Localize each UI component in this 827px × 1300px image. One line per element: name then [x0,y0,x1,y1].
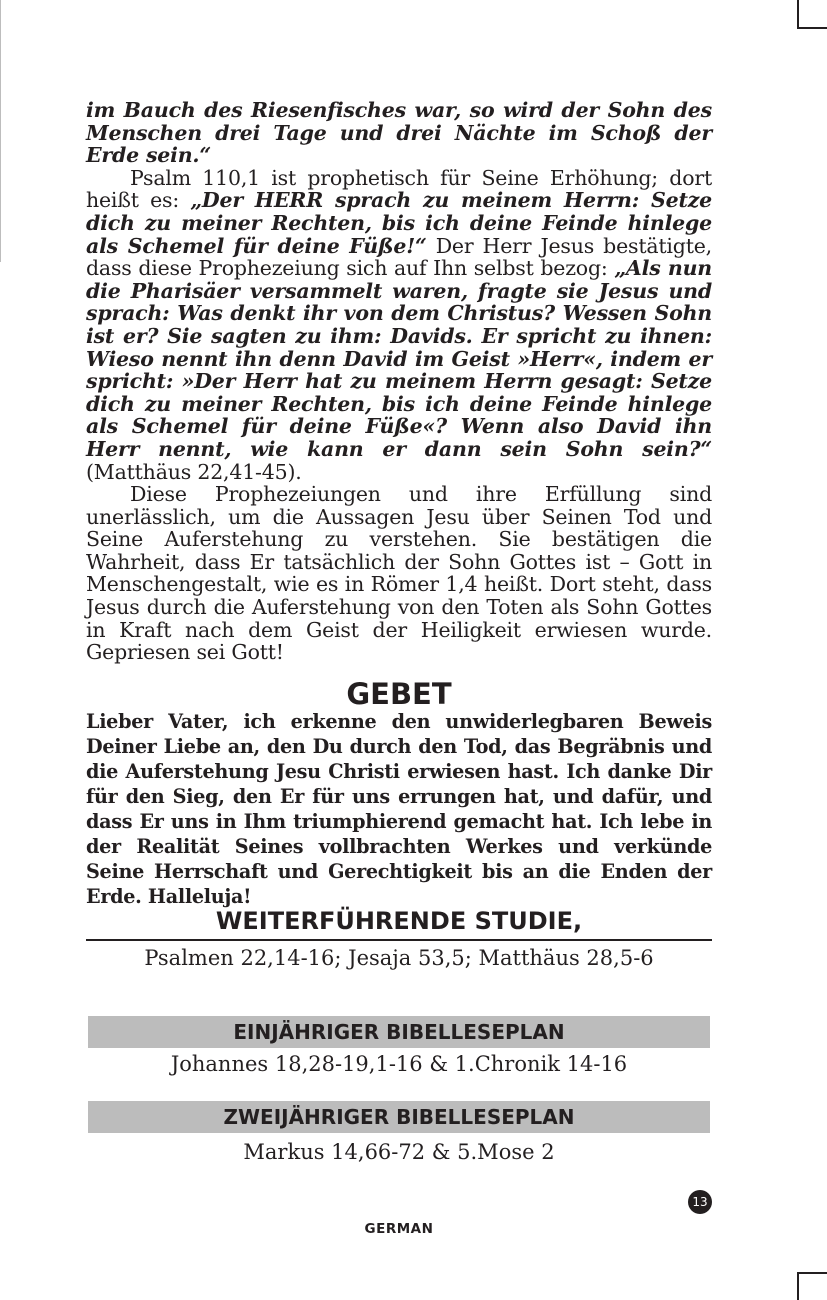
crop-mark-top-vertical [797,0,799,29]
one-year-plan-banner: EINJÄHRIGER BIBELLESEPLAN [88,1016,710,1048]
two-year-plan-references: Markus 14,66-72 & 5.Mose 2 [243,1140,555,1164]
crop-mark-bottom-horizontal [797,1272,827,1274]
one-year-plan-references: Johannes 18,28-19,1-16 & 1.Chronik 14-16 [170,1052,628,1076]
paragraph-2-bridge: Der Herr Jesus bestätigte, dass diese Prophezeiung sich auf Ihn selbst bezog: [86,233,712,281]
paragraph-2 [86,167,712,483]
paragraph-2-intro: Psalm 110,1 ist prophetisch für Seine Erhöhung; dort heißt es: [86,165,712,213]
matthew-reference: (Matthäus 22,41-45). [86,459,302,484]
page-number-badge: 13 [688,1190,712,1214]
study-references: Psalmen 22,14-16; Jesaja 53,5; Matthäus 28,5-6 [144,946,654,970]
paragraph-3: Diese Prophezeiungen und ihre Erfüllung sind unerlässlich, um die Aussagen Jesu über Seinen Tod und Seine Auferstehung zu verstehen. Sie bestätigen die Wahrheit, dass Er tatsächlich der Sohn Gottes ist – Gott in Menschengestalt, wie es in Römer 1,4 heißt. Dort steht, dass Jesus durch die Auferstehung von den Toten als Sohn Gottes in Kraft nach dem Geist der Heiligkeit erwiesen wurde. Gepriesen sei Gott! [86,482,712,665]
prayer-text: Lieber Vater, ich erkenne den unwiderlegbaren Beweis Deiner Liebe an, den Du durch den Tod, das Begräbnis und die Auferstehung Jesu Christi erwiesen hast. Ich danke Dir für den Sieg, den Er für uns errungen hat, und dafür, und dass Er uns in Ihm triumphierend gemacht hat. Ich lebe in der Realität Seines vollbrachten Werkes und verkünde Seine Herrschaft und Gerechtigkeit bis an die Enden der Erde. Halleluja! [86,710,712,908]
psalm-quote: „Der HERR sprach zu meinem Herrn: Setze dich zu meiner Rechten, bis ich deine Feinde hinlege als Schemel für deine Füße!“ [86,188,712,258]
crop-mark-top-horizontal [797,27,827,29]
body-text [86,99,712,664]
crop-mark-bottom-vertical [797,1272,799,1300]
study-divider [86,939,712,941]
language-label: GERMAN [364,1221,434,1237]
prayer-title: GEBET [346,677,452,711]
paragraph-1: im Bauch des Riesenfisches war, so wird der Sohn des Menschen drei Tage und drei Nächte im Schoß der Erde sein.“ [86,98,712,168]
matthew-quote: „Als nun die Pharisäer versammelt waren, fragte sie Jesus und sprach: Was denkt ihr von dem Christus? Wessen Sohn ist er? Sie sagten zu ihm: Davids. Er spricht zu ihnen: Wieso nennt ihn denn David im Geist »Herr«, indem er spricht: »Der Herr hat zu meinem Herrn gesagt: Setze dich zu meiner Rechten, bis ich deine Feinde hinlege als Schemel für deine Füße«? Wenn also David ihn Herr nennt, wie kann er dann sein Sohn sein?“ [86,256,713,461]
study-title: WEITERFÜHRENDE STUDIE, [215,907,583,935]
two-year-plan-banner: ZWEIJÄHRIGER BIBELLESEPLAN [88,1101,710,1133]
page-edge-line [0,0,1,262]
